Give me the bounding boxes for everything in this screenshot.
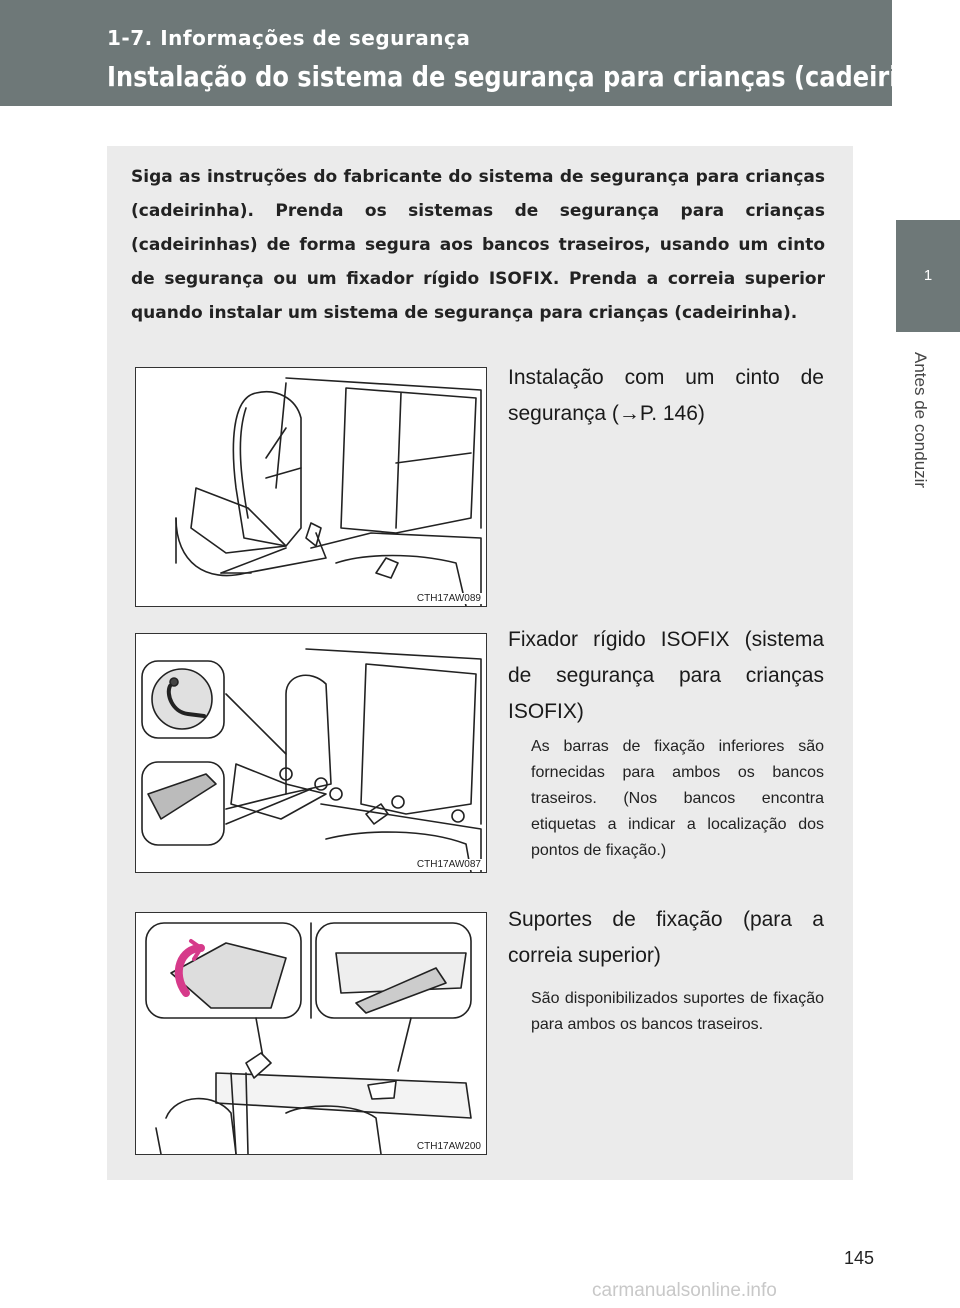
figure-isofix [135, 633, 487, 873]
item-title-isofix: Fixador rígido ISOFIX (sistema de segurança para crianças ISOFIX) [508, 628, 824, 723]
figure-tether-anchor [135, 912, 487, 1155]
item-title-tether: Suportes de fixação (para a correia superior) [508, 908, 824, 967]
watermark-text: carmanualsonline.info [592, 1280, 777, 1301]
page-number: 145 [844, 1248, 875, 1268]
figure-seatbelt-install [135, 367, 487, 607]
page-header [0, 0, 960, 106]
chapter-number: 1 [923, 267, 933, 284]
chapter-tab[interactable] [896, 220, 960, 332]
section-label: 1-7. Informações de segurança [107, 26, 471, 50]
child-seat-belt-illustration [136, 368, 486, 606]
figure-code: CTH17AW089 [416, 593, 481, 604]
chapter-label: Antes de conduzir [911, 352, 930, 489]
tether-anchor-illustration [136, 913, 486, 1154]
item-desc-isofix: As barras de fixação inferiores são fornecidas para ambos os bancos traseiros. (Nos bancos encontra etiquetas a indicar a localização dos pontos de fixação.) [531, 738, 824, 859]
item-title-seatbelt: Instalação com um cinto de segurança (→P. 146) [508, 366, 824, 425]
figure-code: CTH17AW087 [416, 859, 481, 870]
item-desc-tether: São disponibilizados suportes de fixação para ambos os bancos traseiros. [531, 990, 824, 1033]
figure-code: CTH17AW200 [416, 1141, 481, 1152]
intro-paragraph: Siga as instruções do fabricante do sistema de segurança para crianças (cadeirinha). Prenda os sistemas de segurança para crianças (cadeirinhas) de forma segura aos bancos traseiros, usando um cinto de segurança ou um fixador rígido ISOFIX. Prenda a correia superior quando instalar um sistema de segurança para crianças (cadeirinha). [131, 167, 825, 323]
isofix-illustration [136, 634, 486, 872]
page-title: Instalação do sistema de segurança para crianças (cadeirinha) [107, 60, 960, 93]
